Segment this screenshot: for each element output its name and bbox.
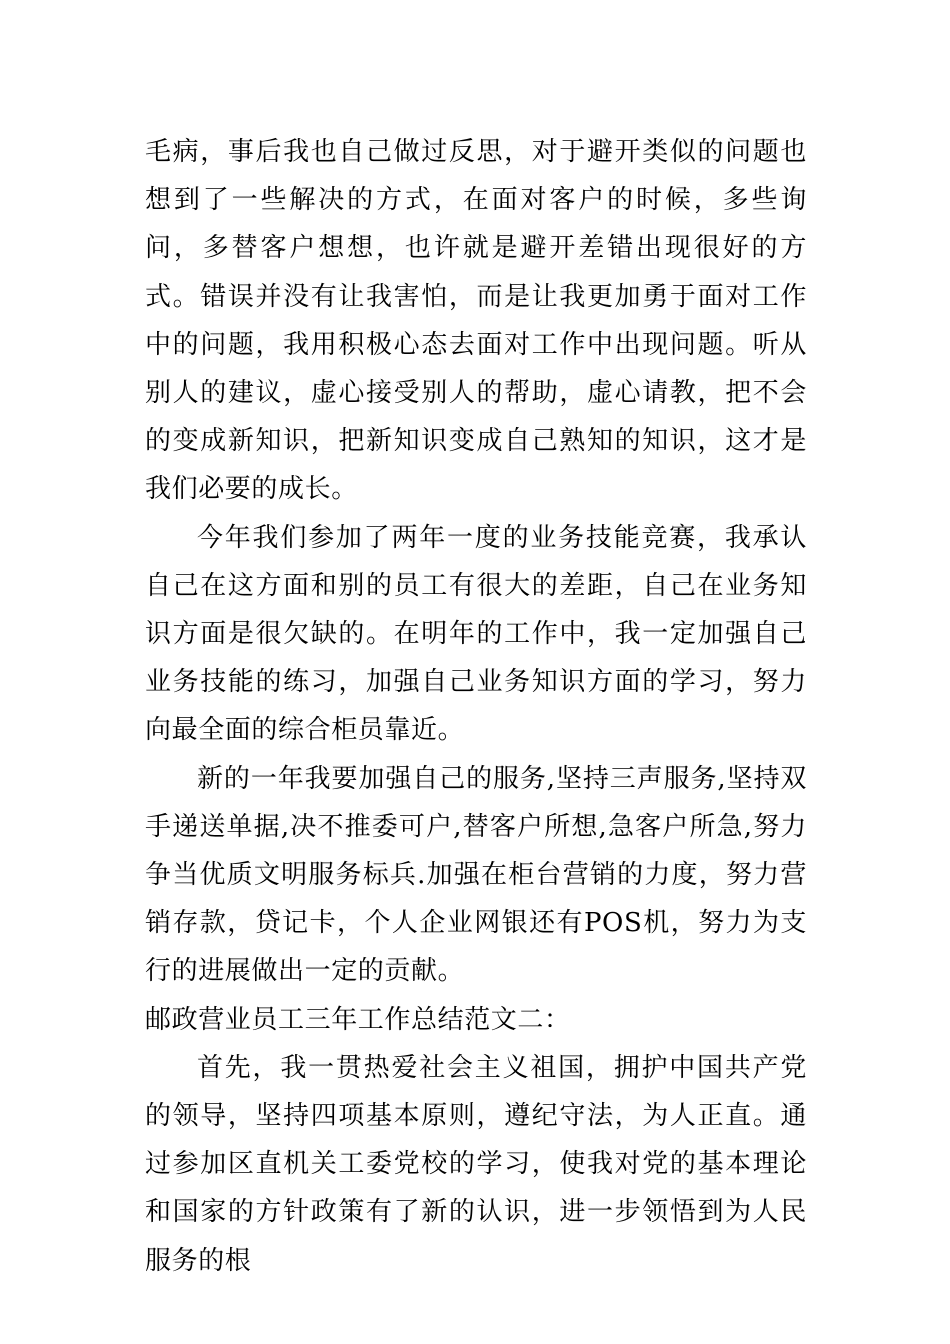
- paragraph-1: 毛病，事后我也自己做过反思，对于避开类似的问题也想到了一些解决的方式，在面对客户的时候，多些询问，多替客户想想，也许就是避开差错出现很好的方式。错误并没有让我害怕，而是让我更加勇于面对工作中的问题，我用积极心态去面对工作中出现问题。听从别人的建议，虚心接受别人的帮助，虚心请教，把不会的变成新知识，把新知识变成自己熟知的知识，这才是我们必要的成长。: [145, 137, 807, 505]
- section-heading: 邮政营业员工三年工作总结范文二：: [145, 1004, 571, 1035]
- document-body: [145, 128, 807, 1285]
- paragraph-2: 今年我们参加了两年一度的业务技能竞赛，我承认自己在这方面和别的员工有很大的差距，自己在业务知识方面是很欠缺的。在明年的工作中，我一定加强自己业务技能的练习，加强自己业务知识方面的学习，努力向最全面的综合柜员靠近。: [145, 522, 807, 746]
- paragraph-4: 首先，我一贯热爱社会主义祖国，拥护中国共产党的领导，坚持四项基本原则，遵纪守法，为人正直。通过参加区直机关工委党校的学习，使我对党的基本理论和国家的方针政策有了新的认识，进一步领悟到为人民服务的根: [145, 1052, 807, 1276]
- paragraph-3: 新的一年我要加强自己的服务,坚持三声服务,坚持双手递送单据,决不推委可户,替客户所想,急客户所急,努力争当优质文明服务标兵.加强在柜台营销的力度，努力营销存款，贷记卡，个人企业网银还有POS机，努力为支行的进展做出一定的贡献。: [145, 763, 807, 987]
